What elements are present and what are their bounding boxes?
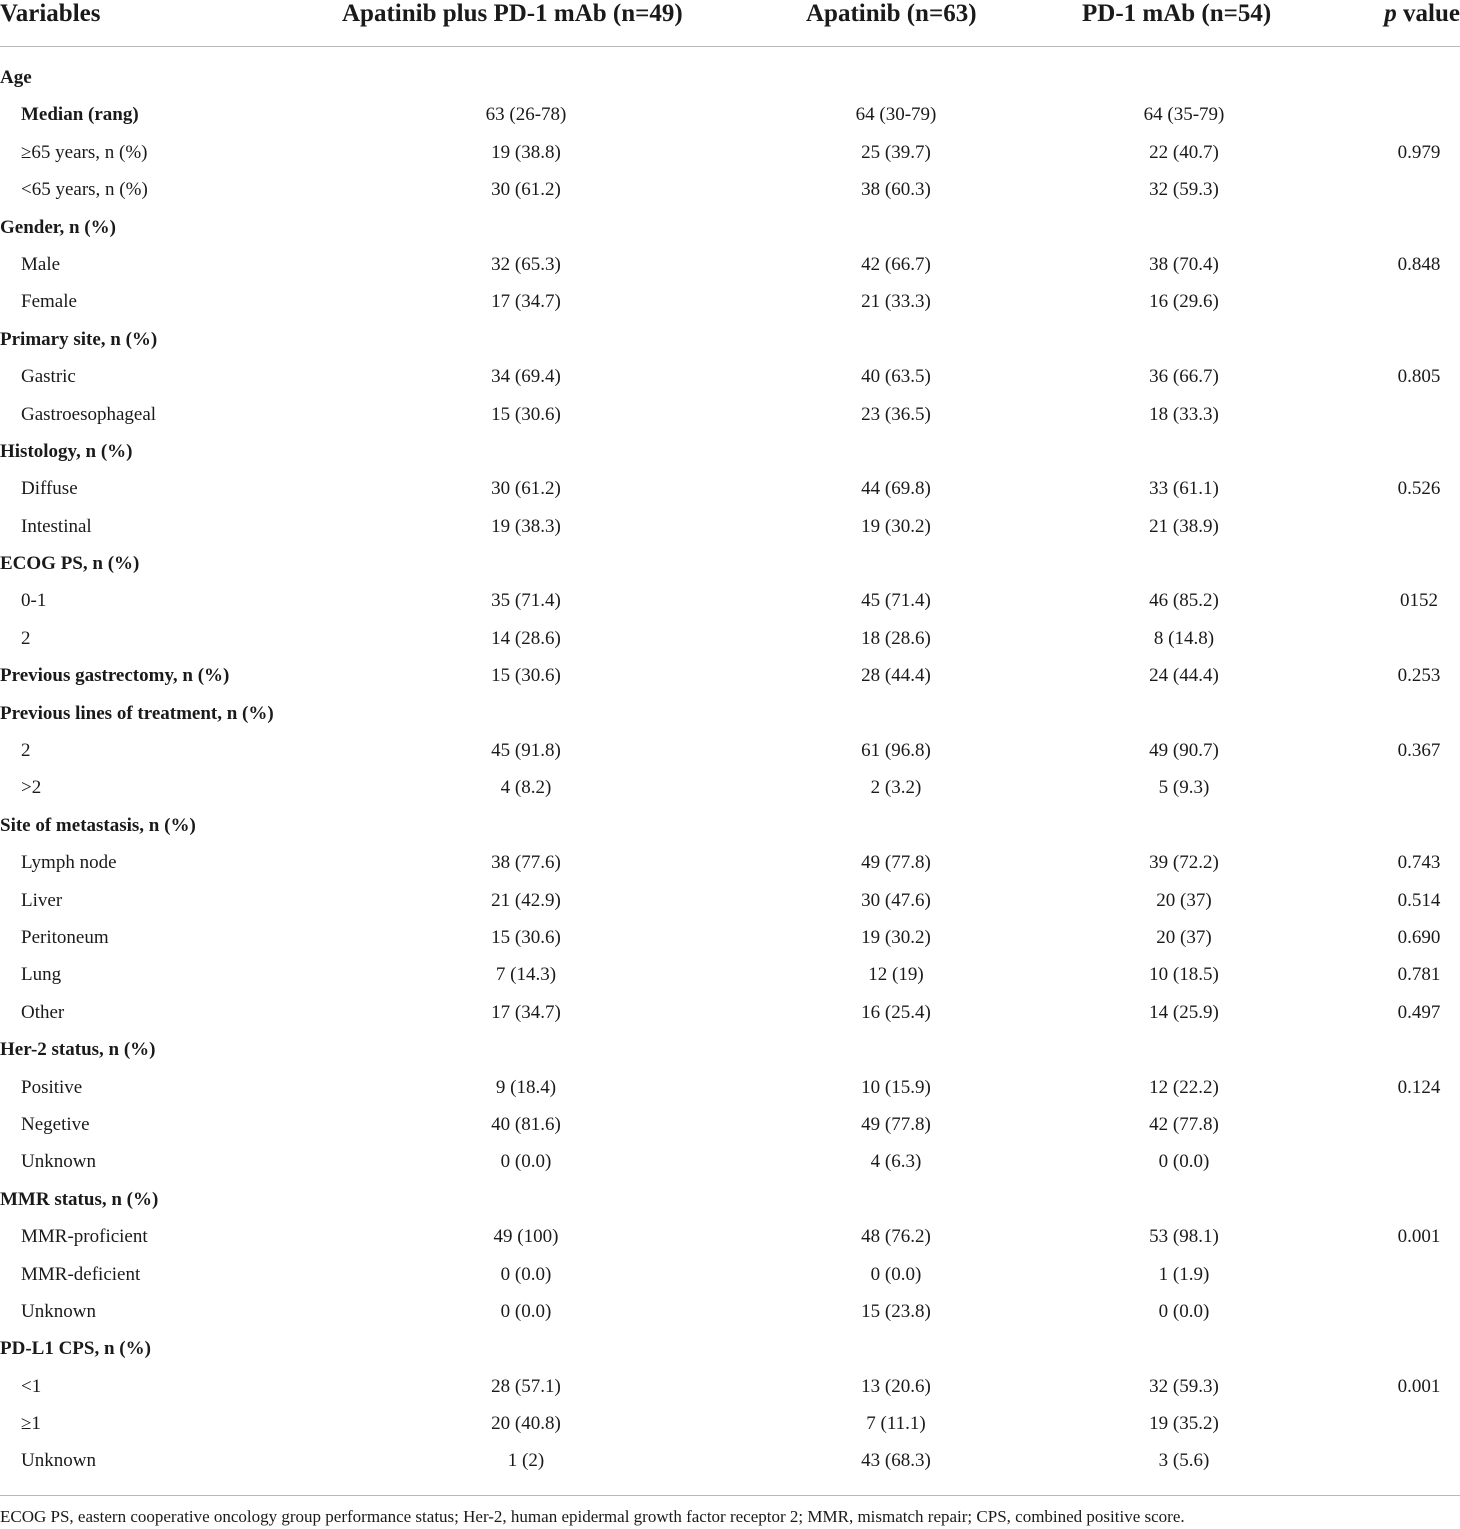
row-section-label: Previous gastrectomy, n (%) [0, 665, 230, 687]
cell-apatinib: 43 (68.3) [861, 1450, 931, 1472]
cell-apatinib: 21 (33.3) [861, 291, 931, 313]
table-row [0, 1256, 1460, 1293]
cell-pd1: 14 (25.9) [1149, 1001, 1219, 1023]
row-section-label: Primary site, n (%) [0, 328, 158, 350]
row-label: Intestinal [21, 515, 92, 537]
row-label: >2 [21, 777, 42, 799]
table-row [0, 1181, 1460, 1218]
footnote-divider [0, 1495, 1460, 1496]
cell-apatinib: 7 (11.1) [866, 1413, 926, 1435]
row-label: Negetive [21, 1113, 90, 1135]
row-label: Unknown [21, 1300, 96, 1322]
row-label: <1 [21, 1375, 42, 1397]
cell-combination: 15 (30.6) [491, 403, 561, 425]
cell-pd1: 0 (0.0) [1158, 1151, 1210, 1173]
cell-apatinib: 48 (76.2) [861, 1226, 931, 1248]
cell-p-value: 0.979 [1397, 141, 1441, 163]
cell-pd1: 21 (38.9) [1149, 515, 1219, 537]
row-label: Unknown [21, 1151, 96, 1173]
header-variables: Variables [0, 0, 101, 27]
row-section-label: Histology, n (%) [0, 440, 133, 462]
table-row [0, 882, 1460, 919]
cell-combination: 30 (61.2) [491, 478, 561, 500]
cell-p-value: 0.743 [1397, 852, 1441, 874]
cell-pd1: 8 (14.8) [1153, 627, 1215, 649]
table-row [0, 695, 1460, 732]
cell-combination: 19 (38.8) [491, 141, 561, 163]
cell-pd1: 3 (5.6) [1158, 1450, 1210, 1472]
table-row [0, 96, 1460, 133]
header-pd1-group: PD-1 mAb (n=54) [1082, 0, 1272, 27]
table-row [0, 1069, 1460, 1106]
cell-pd1: 10 (18.5) [1149, 964, 1219, 986]
table-row [0, 171, 1460, 208]
cell-apatinib: 2 (3.2) [870, 777, 922, 799]
cell-combination: 14 (28.6) [491, 627, 561, 649]
row-label: Male [21, 253, 61, 275]
cell-p-value: 0.848 [1397, 253, 1441, 275]
table-row [0, 769, 1460, 806]
cell-pd1: 20 (37) [1156, 926, 1212, 948]
table-row [0, 1031, 1460, 1068]
cell-apatinib: 12 (19) [868, 964, 924, 986]
cell-combination: 0 (0.0) [500, 1300, 552, 1322]
table-footnote: ECOG PS, eastern cooperative oncology group performance status; Her-2, human epidermal growth factor receptor 2; MMR, mismatch repair; CPS, combined positive score. [0, 1507, 1185, 1526]
cell-pd1: 39 (72.2) [1149, 852, 1219, 874]
cell-apatinib: 42 (66.7) [861, 253, 931, 275]
cell-combination: 49 (100) [493, 1226, 559, 1248]
header-p-letter: p [1384, 0, 1397, 27]
cell-combination: 4 (8.2) [500, 777, 552, 799]
cell-p-value: 0152 [1400, 590, 1438, 612]
table-row [0, 545, 1460, 582]
row-label: Positive [21, 1076, 83, 1098]
cell-combination: 45 (91.8) [491, 740, 561, 762]
cell-apatinib: 10 (15.9) [861, 1076, 931, 1098]
table-row [0, 732, 1460, 769]
cell-pd1: 33 (61.1) [1149, 478, 1219, 500]
table-row [0, 844, 1460, 881]
cell-pd1: 20 (37) [1156, 889, 1212, 911]
header-combination-group: Apatinib plus PD-1 mAb (n=49) [342, 0, 683, 27]
row-label: Median (rang) [21, 104, 139, 126]
cell-p-value: 0.367 [1397, 740, 1441, 762]
row-label: Gastric [21, 366, 76, 388]
cell-combination: 32 (65.3) [491, 253, 561, 275]
cell-p-value: 0.124 [1397, 1076, 1441, 1098]
cell-combination: 35 (71.4) [491, 590, 561, 612]
table-row [0, 1442, 1460, 1479]
table-row [0, 620, 1460, 657]
table-row [0, 508, 1460, 545]
cell-combination: 15 (30.6) [491, 665, 561, 687]
cell-apatinib: 44 (69.8) [861, 478, 931, 500]
header-value-word: value [1396, 0, 1460, 27]
row-section-label: Previous lines of treatment, n (%) [0, 702, 274, 724]
cell-p-value: 0.690 [1397, 926, 1441, 948]
cell-p-value: 0.526 [1397, 478, 1441, 500]
cell-pd1: 42 (77.8) [1149, 1113, 1219, 1135]
cell-apatinib: 23 (36.5) [861, 403, 931, 425]
cell-pd1: 12 (22.2) [1149, 1076, 1219, 1098]
cell-combination: 30 (61.2) [491, 179, 561, 201]
cell-apatinib: 16 (25.4) [861, 1001, 931, 1023]
cell-p-value: 0.001 [1397, 1226, 1441, 1248]
cell-pd1: 64 (35-79) [1143, 104, 1225, 126]
table-row [0, 59, 1460, 96]
table-row [0, 134, 1460, 171]
cell-apatinib: 40 (63.5) [861, 366, 931, 388]
cell-pd1: 16 (29.6) [1149, 291, 1219, 313]
table-row [0, 396, 1460, 433]
cell-combination: 15 (30.6) [491, 926, 561, 948]
row-label: Lung [21, 964, 62, 986]
cell-apatinib: 49 (77.8) [861, 1113, 931, 1135]
row-label: ≥65 years, n (%) [21, 141, 148, 163]
cell-combination: 40 (81.6) [491, 1113, 561, 1135]
table-row [0, 470, 1460, 507]
row-section-label: MMR status, n (%) [0, 1188, 159, 1210]
row-label: Peritoneum [21, 926, 109, 948]
table-row [0, 1293, 1460, 1330]
cell-p-value: 0.514 [1397, 889, 1441, 911]
table-row [0, 209, 1460, 246]
row-section-label: Site of metastasis, n (%) [0, 814, 196, 836]
cell-combination: 7 (14.3) [495, 964, 557, 986]
row-label: MMR-deficient [21, 1263, 141, 1285]
table-row [0, 582, 1460, 619]
cell-apatinib: 30 (47.6) [861, 889, 931, 911]
table-row [0, 1368, 1460, 1405]
cell-combination: 38 (77.6) [491, 852, 561, 874]
cell-pd1: 38 (70.4) [1149, 253, 1219, 275]
cell-apatinib: 61 (96.8) [861, 740, 931, 762]
cell-combination: 17 (34.7) [491, 291, 561, 313]
header-p-value [1384, 0, 1460, 28]
cell-combination: 0 (0.0) [500, 1263, 552, 1285]
cell-apatinib: 4 (6.3) [870, 1151, 922, 1173]
table-row [0, 919, 1460, 956]
row-label: Gastroesophageal [21, 403, 157, 425]
cell-pd1: 32 (59.3) [1149, 179, 1219, 201]
cell-combination: 0 (0.0) [500, 1151, 552, 1173]
row-label: Female [21, 291, 77, 313]
row-section-label: Gender, n (%) [0, 216, 116, 238]
cell-combination: 1 (2) [507, 1450, 545, 1472]
table-row [0, 1218, 1460, 1255]
cell-apatinib: 13 (20.6) [861, 1375, 931, 1397]
cell-apatinib: 18 (28.6) [861, 627, 931, 649]
table-row [0, 1405, 1460, 1442]
cell-pd1: 0 (0.0) [1158, 1300, 1210, 1322]
cell-pd1: 5 (9.3) [1158, 777, 1210, 799]
table-row [0, 807, 1460, 844]
cell-pd1: 53 (98.1) [1149, 1226, 1219, 1248]
cell-apatinib: 49 (77.8) [861, 852, 931, 874]
cell-pd1: 32 (59.3) [1149, 1375, 1219, 1397]
cell-pd1: 18 (33.3) [1149, 403, 1219, 425]
cell-combination: 9 (18.4) [495, 1076, 557, 1098]
row-section-label: PD-L1 CPS, n (%) [0, 1338, 151, 1360]
table-row [0, 283, 1460, 320]
row-section-label: ECOG PS, n (%) [0, 553, 140, 575]
row-label: Lymph node [21, 852, 117, 874]
table-row [0, 994, 1460, 1031]
cell-combination: 63 (26-78) [485, 104, 567, 126]
cell-apatinib: 45 (71.4) [861, 590, 931, 612]
cell-apatinib: 0 (0.0) [870, 1263, 922, 1285]
cell-combination: 21 (42.9) [491, 889, 561, 911]
cell-pd1: 24 (44.4) [1149, 665, 1219, 687]
cell-apatinib: 28 (44.4) [861, 665, 931, 687]
table-row [0, 1330, 1460, 1367]
table-row [0, 321, 1460, 358]
table-row [0, 956, 1460, 993]
row-label: <65 years, n (%) [21, 179, 148, 201]
row-section-label: Age [0, 67, 32, 88]
cell-p-value: 0.001 [1397, 1375, 1441, 1397]
cell-apatinib: 19 (30.2) [861, 926, 931, 948]
row-label: 2 [21, 740, 31, 762]
cell-pd1: 22 (40.7) [1149, 141, 1219, 163]
table-row [0, 1106, 1460, 1143]
cell-pd1: 49 (90.7) [1149, 740, 1219, 762]
row-label: 0-1 [21, 590, 47, 612]
table-row [0, 657, 1460, 694]
row-label: 2 [21, 627, 31, 649]
row-label: MMR-proficient [21, 1226, 148, 1248]
cell-apatinib: 64 (30-79) [855, 104, 937, 126]
table-row [0, 433, 1460, 470]
row-label: Unknown [21, 1450, 96, 1472]
cell-p-value: 0.805 [1397, 366, 1441, 388]
row-label: ≥1 [21, 1413, 41, 1435]
cell-pd1: 19 (35.2) [1149, 1413, 1219, 1435]
row-label: Other [21, 1001, 65, 1023]
cell-combination: 19 (38.3) [491, 515, 561, 537]
cell-pd1: 46 (85.2) [1149, 590, 1219, 612]
cell-combination: 28 (57.1) [491, 1375, 561, 1397]
table-body [0, 59, 1460, 1480]
cell-p-value: 0.253 [1397, 665, 1441, 687]
table-row [0, 1143, 1460, 1180]
cell-apatinib: 19 (30.2) [861, 515, 931, 537]
cell-apatinib: 25 (39.7) [861, 141, 931, 163]
cell-p-value: 0.497 [1397, 1001, 1441, 1023]
cell-apatinib: 15 (23.8) [861, 1300, 931, 1322]
cell-p-value: 0.781 [1397, 964, 1441, 986]
cell-combination: 34 (69.4) [491, 366, 561, 388]
table-header-row [0, 0, 1460, 47]
header-apatinib-group: Apatinib (n=63) [806, 0, 977, 27]
cell-combination: 17 (34.7) [491, 1001, 561, 1023]
row-label: Liver [21, 889, 63, 911]
table-row [0, 246, 1460, 283]
cell-pd1: 36 (66.7) [1149, 366, 1219, 388]
table-row [0, 358, 1460, 395]
row-label: Diffuse [21, 478, 78, 500]
cell-apatinib: 38 (60.3) [861, 179, 931, 201]
cell-combination: 20 (40.8) [491, 1413, 561, 1435]
cell-pd1: 1 (1.9) [1158, 1263, 1210, 1285]
row-section-label: Her-2 status, n (%) [0, 1039, 156, 1061]
